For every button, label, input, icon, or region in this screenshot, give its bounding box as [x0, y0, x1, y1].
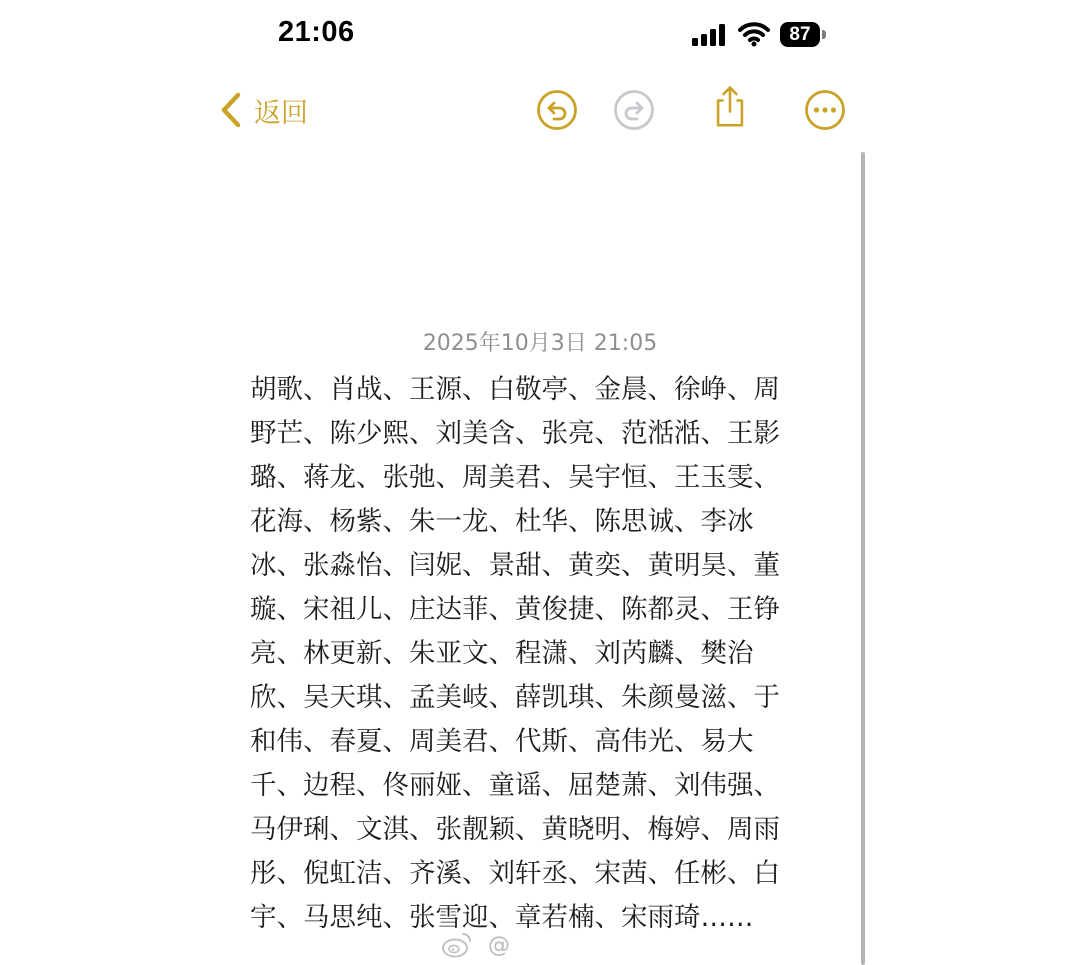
status-time: 21:06 — [278, 16, 355, 48]
battery-icon: 87 — [780, 22, 820, 47]
note-line: 野芒、陈少熙、刘美含、张亮、范湉湉、王影 — [250, 418, 780, 449]
note-line: 亮、林更新、朱亚文、程潇、刘芮麟、樊治 — [250, 638, 754, 669]
note-line: 花海、杨紫、朱一龙、杜华、陈思诚、李冰 — [250, 506, 754, 537]
note-line: 宇、马思纯、张雪迎、章若楠、宋雨琦…… — [250, 902, 754, 933]
note-line: 冰、张淼怡、闫妮、景甜、黄奕、黄明昊、董 — [250, 550, 780, 581]
chevron-left-icon — [220, 92, 242, 128]
redo-icon[interactable] — [612, 88, 656, 132]
note-line: 璇、宋祖儿、庄达菲、黄俊捷、陈都灵、王铮 — [250, 594, 780, 625]
note-line: 马伊琍、文淇、张靓颖、黄晓明、梅婷、周雨 — [250, 814, 780, 845]
note-line: 和伟、春夏、周美君、代斯、高伟光、易大 — [250, 726, 754, 757]
note-line: 彤、倪虹洁、齐溪、刘轩丞、宋茜、任彬、白 — [250, 858, 780, 889]
watermark-text: @ — [482, 933, 517, 958]
note-line: 璐、蒋龙、张弛、周美君、吴宇恒、王玉雯、 — [250, 462, 780, 493]
scrollbar[interactable] — [861, 152, 865, 965]
note-toolbar — [0, 80, 1080, 140]
back-label: 返回 — [254, 97, 308, 129]
battery-nub — [822, 30, 826, 39]
note-line: 千、边程、佟丽娅、童谣、屈楚萧、刘伟强、 — [250, 770, 780, 801]
note-body[interactable] — [250, 368, 830, 940]
undo-icon[interactable] — [535, 88, 579, 132]
watermark — [440, 928, 517, 962]
wifi-icon — [738, 21, 770, 47]
back-button[interactable] — [220, 88, 308, 132]
share-icon[interactable] — [708, 84, 752, 128]
note-line: 胡歌、肖战、王源、白敬亭、金晨、徐峥、周 — [250, 374, 780, 405]
more-icon[interactable] — [803, 88, 847, 132]
note-line: 欣、吴天琪、孟美岐、薛凯琪、朱颜曼滋、于 — [250, 682, 780, 713]
cellular-signal-icon — [692, 24, 728, 46]
status-bar — [0, 0, 1080, 70]
note-date: 2025年10月3日 21:05 — [422, 331, 658, 356]
weibo-logo-icon — [440, 928, 474, 962]
